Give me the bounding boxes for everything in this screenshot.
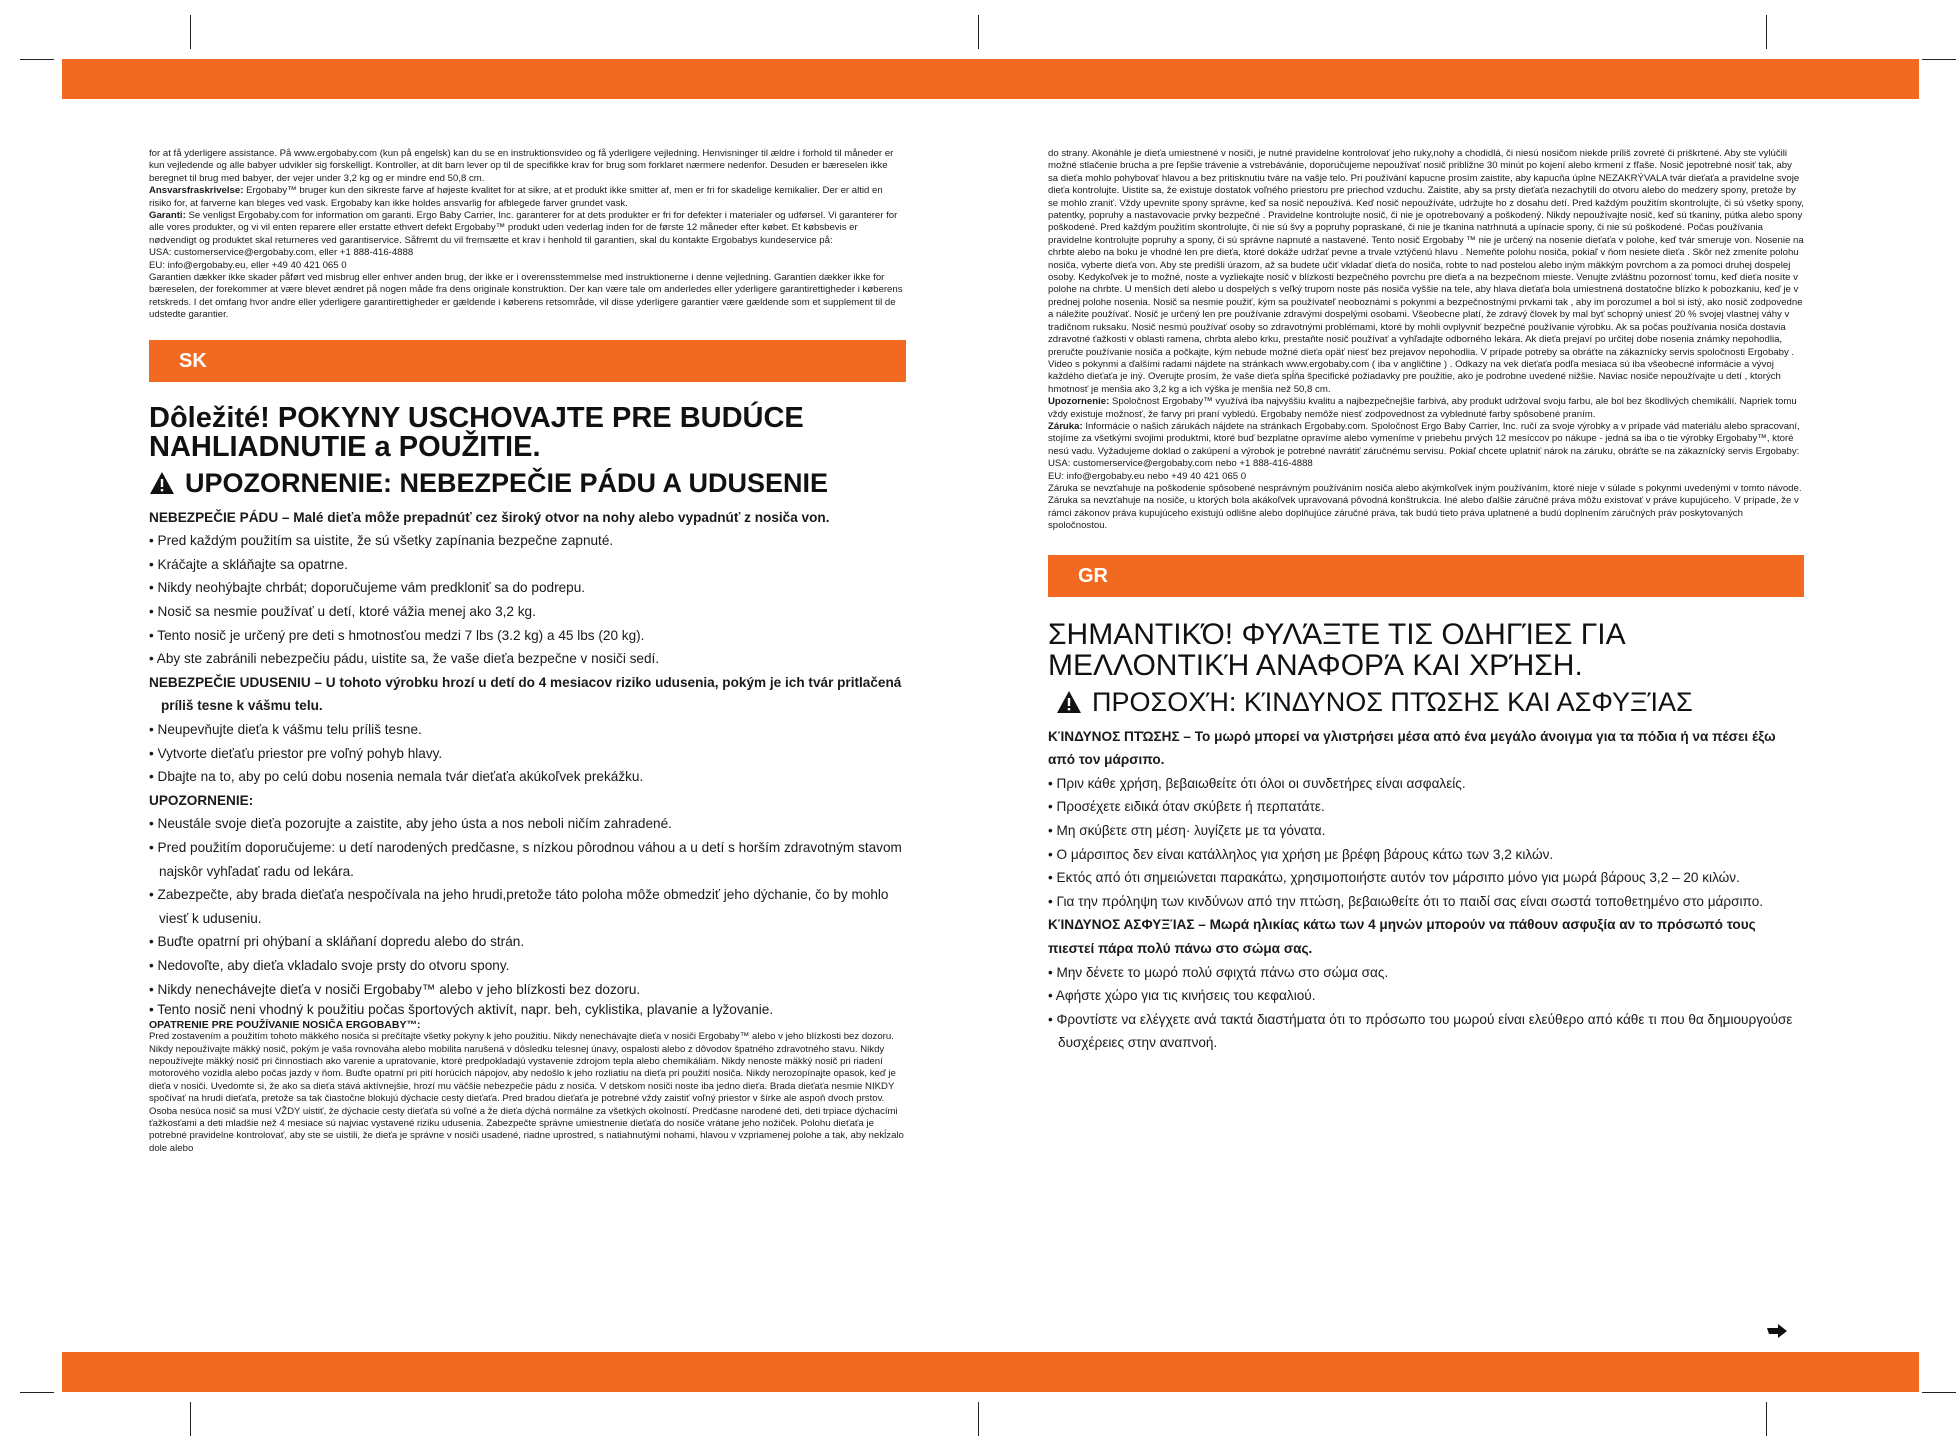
list-item: • Nosič sa nesmie používať u detí, ktoré vážia menej ako 3,2 kg.: [149, 604, 536, 620]
sk-suffocation-heading: NEBEZPEČIE UDUSENIU – U tohoto výrobku hrozí u detí do 4 mesiacov riziko udusenia, pokým je ich tvár pritlačená príliš tesne k vášmu telu.: [149, 674, 902, 714]
crop-mark: [20, 59, 54, 60]
arrow-right-icon: [1766, 1324, 1788, 1338]
list-item: • Για την πρόληψη των κινδύνων από την πτώση, βεβαιωθείτε ότι το παιδί σας είναι σωστά τοποθετημένο στο μάρσιπο.: [1048, 893, 1764, 909]
list-item: • Neupevňujte dieťa k vášmu telu príliš tesne.: [149, 722, 422, 738]
list-item: • Nikdy neohýbajte chrbát; doporučujeme vám predkloniť sa do podrepu.: [149, 580, 586, 596]
list-item: • Pred použitím doporučujeme: u detí narodených predčasne, s nízkou pôrodnou váhou a u detí s horším zdravotným stavom najskôr vyhľadať radu od lekára.: [149, 840, 902, 879]
sk-measures-text: Pred zostavením a použitím tohoto mäkkého nosiča si prečítajte všetky pokyny k jeho použitiu. Nikdy nenechávajte dieťa v nosiči Ergobaby™ alebo v jeho blízkosti bez dozoru. Nikdy nepoužívajte mäkký nosič, pokým je vaša rovnováha alebo mobilita narušená v dôsledku telesnej únavy, ospalosti alebo z dôvodov špatného zdravotného stavu. Nikdy nepoužívejte mäkký nosič pri činnostiach ako varenie a upratovanie, ktoré predpokladajú vystavenie zdrojom tepla alebo chemikáliám. Nikdy nenoste mäkký nosič pri riadení motorového vozidla alebo počas jazdy v ňom. Buďte opatrní pri pití horúcich nápojov, aby nedošlo k jeho rozliatiu na dieťa pri použití nosiča. Nikdy nerozopínajte opasok, keď je dieťa v nosiči. Uvedomte si, že ako sa dieťa stává aktívnejšie, hrozí mu väčšie nebezpečie pádu z nosiča. V detskom nosiči noste iba jedno dieťa. Brada dieťaťa nesmie NIKDY spočívať na hrudi dieťaťa, pretože sa tak čiastočne blokujú dýchacie cesty dieťaťa. Pred bradou dieťaťa je potrebné vždy zaistiť voľný priestor v šírke ale aspoň dvoch prstov. Osoba nesúca nosič sa musí VŽDY uistiť, že dýchacie cesty dieťaťa sú voľné a že dieťa dýchá normálne za všetkých okolností. Predčasne narodené deti, deti trpiace dýchacími ťažkosťami a deti mladšie než 4 mesiace sú najviac vystavené riziku udusenia. Zabezpečte správne umiestnenie dieťaťa do nosiče vrátane jeho nožiček. Polohu dieťaťa je potrebné pravidelne kontrolovať, aby ste se uistili, že dieťa je správne v nosiči usadené, riadne uprostred, s natiahnutými nohami, hlavou v vzpriamenej polohe a tak, aby nekĺzalo dole alebo: [149, 1031, 904, 1154]
list-item: • Zabezpečte, aby brada dieťaťa nespočívala na jeho hrudi,pretože táto poloha môže obmedziť jeho dýchanie, čo by mohlo viesť k uduseniu.: [149, 887, 889, 926]
sk-title: Dôležité! POKYNY USCHOVAJTE PRE BUDÚCE NAHLIADNUTIE a POUŽITIE.: [149, 401, 804, 463]
crop-mark: [190, 1402, 191, 1436]
list-item: • Neustále svoje dieťa pozorujte a zaistite, aby jeho ústa a nos neboli ničím zahradené.: [149, 816, 672, 832]
list-item: • Vytvorte dieťaťu priestor pre voľný pohyb hlavy.: [149, 745, 443, 761]
gr-fall-heading: ΚΊΝΔΥΝΟΣ ΠΤΏΣΗΣ – Το μωρό μπορεί να γλιστρήσει μέσα από ένα μεγάλο άνοιγμα για τα πόδια ή να πέσει έξω από τον μάρσιπο.: [1048, 728, 1776, 768]
list-item: • Tento nosič je určený pre deti s hmotnosťou medzi 7 lbs (3.2 kg) a 45 lbs (20 kg).: [149, 627, 645, 643]
list-item: • Μη σκύβετε στη μέση· λυγίζετε με τα γόνατα.: [1048, 822, 1326, 838]
list-item: • Πριν κάθε χρήση, βεβαιωθείτε ότι όλοι οι συνδετήρες είναι ασφαλείς.: [1048, 775, 1466, 791]
crop-mark: [1922, 1392, 1956, 1393]
gr-title: ΣΗΜΑΝΤΙΚΌ! ΦΥΛΆΞΤΕ ΤΙΣ ΟΔΗΓΊΕΣ ΓΙΑ ΜΕΛΛΟΝΤΙΚΉ ΑΝΑΦΟΡΆ ΚΑΙ ΧΡΉΣΗ.: [1048, 617, 1624, 682]
list-item: • Εκτός από ότι σημειώνεται παρακάτω, χρησιμοποιήστε αυτόν τον μάρσιπο μόνο για μωρά βάρους 3,2 – 20 κιλών.: [1048, 870, 1740, 886]
sk-warning-subheading: UPOZORNENIE:: [149, 792, 254, 808]
sk-eu-contact: EU: info@ergobaby.eu nebo +49 40 421 065 0: [1048, 470, 1247, 482]
sk-warranty-final: Záruka se nevzťahuje na poškodenie spôsobené nesprávným používáním nosiča alebo akýmkoľvek iným používáním, ktoré nieje v súlade s pokynmi uvedenými v tomto návode. Záruka sa nevzťahuje na nosiče, u ktorých bola akákoľvek upravovaná pôvodná konštrukcia. Iné alebo ďalšie záručné práva môžu existovať v práve kupujúceho. V prípade, že v rámci zákonov práva kupujúceho existujú odlišne alebo doplňujúce záručné práva, tak budú tieto práva uplatnené a budú doplnením záručných práv poskytovaných spoločnostou.: [1048, 482, 1802, 532]
gr-suffocation-heading: ΚΊΝΔΥΝΟΣ ΑΣΦΥΞΊΑΣ – Μωρά ηλικίας κάτω των 4 μηνών μπορούν να πάθουν ασφυξία αν το πρόσωπό τους πιεστεί πάρα πολύ πάνω στο σώμα σας.: [1048, 917, 1756, 956]
dk-usa-contact: USA: customerservice@ergobaby.com, eller +1 888-416-4888: [149, 247, 414, 259]
crop-mark: [1766, 1402, 1767, 1436]
warning-triangle-icon: [149, 471, 175, 495]
list-item: • Ο μάρσιπος δεν είναι κατάλληλος για χρήση με βρέφη βάρους κάτω των 3,2 κιλών.: [1048, 846, 1554, 862]
list-item: • Μην δένετε το μωρό πολύ σφιχτά πάνω στο σώμα σας.: [1048, 964, 1389, 980]
dk-liability: Ansvarsfraskrivelse: Ergobaby™ bruger kun den sikreste farve af højeste kvalitet for at sikre, at et produkt ikke smitter af, men er fri for skadelige kemikalier. Der er altid en risiko for, at farverne kan bleges ved vask. Ergobaby kan ikke holdes ansvarlig for afblegede farver grundet vask.: [149, 185, 883, 209]
sk-warning-heading: UPOZORNENIE: NEBEZPEČIE PÁDU A UDUSENIE: [149, 468, 906, 498]
warning-triangle-icon: [1056, 690, 1082, 714]
footer-band: [62, 1352, 1919, 1392]
list-item: • Tento nosič neni vhodný k použitiu počas športových aktivít, napr. beh, cyklistika, plavanie a lyžovanie.: [149, 1002, 774, 1018]
dk-eu-contact: EU: info@ergobaby.eu, eller +49 40 421 065 0: [149, 259, 347, 271]
crop-mark: [1766, 15, 1767, 49]
list-item: • Nedovoľte, aby dieťa vkladalo svoje prsty do otvoru spony.: [149, 957, 510, 973]
dk-intro: for at få yderligere assistance. På www.ergobaby.com (kun på engelsk) kan du se en instruktionsvideo og få yderligere vejledning. Henvisninger til ældre i forhold til måneder er kun vejledende og alle babyer udvikler sig forskelligt. Kontroller, at dit barn lever op til de specifikke krav for brug som forklaret nærmere nedenfor. Desuden er bæreselen ikke beregnet til brug med babyer, der vejer under 3,2 kg og er mindre end 50,8 cm.: [149, 148, 894, 184]
right-column: [1048, 148, 1804, 1055]
list-item: • Buďte opatrní pri ohýbaní a skláňaní dopredu alebo do strán.: [149, 934, 525, 950]
header-band: [62, 59, 1919, 99]
sk-measures-heading: OPATRENIE PRE POUŽÍVANIE NOSIČA ERGOBABY™:: [149, 1019, 421, 1032]
crop-mark: [978, 15, 979, 49]
list-item: • Aby ste zabránili nebezpečiu pádu, uistite sa, že vaše dieťa bezpečne v nosiči sedí.: [149, 651, 660, 667]
crop-mark: [20, 1392, 54, 1393]
dk-warranty-final: Garantien dækker ikke skader påført ved misbrug eller enhver anden brug, der ikke er i overensstemmelse med instruktionerne i denne vejledning. Garantien dækker ikke for bæreselen, der forekommer at være blevet ændret på nogen måde fra dens originale konstruktion. Der kan være tale om anderledes eller yderligere garantirettigheder i køberens retskreds. I det omfang hvor andre eller yderligere garantirettigheder er gældende i køberens retsområde, vil disse yderligere garantier være gældende som et supplement til de udstedte garantier.: [149, 272, 903, 321]
lang-section-sk: SK: [149, 340, 906, 382]
crop-mark: [190, 15, 191, 49]
list-item: • Pred každým použitím sa uistite, že sú všetky zapínania bezpečne zapnuté.: [149, 533, 614, 549]
crop-mark: [1922, 59, 1956, 60]
lang-section-gr: GR: [1048, 555, 1804, 597]
list-item: • Nikdy nenechávejte dieťa v nosiči Ergobaby™ alebo v jeho blízkosti bez dozoru.: [149, 981, 641, 997]
crop-mark: [978, 1402, 979, 1436]
list-item: • Φροντίστε να ελέγχετε ανά τακτά διαστήματα ότι το πρόσωπο του μωρού είναι ελεύθερο από κάθε τι που θα δημιουργούσε δυσχέρειες στην αναπνοή.: [1048, 1011, 1793, 1051]
list-item: • Προσέχετε ειδικά όταν σκύβετε ή περπατάτε.: [1048, 799, 1325, 815]
sk-fall-heading: NEBEZPEČIE PÁDU – Malé dieťa môže prepadnúť cez široký otvor na nohy alebo vypadnúť z nosiča von.: [149, 509, 830, 525]
list-item: • Dbajte na to, aby po celú dobu nosenia nemala tvár dieťaťa akúkoľvek prekážku.: [149, 769, 644, 785]
left-column: [149, 148, 906, 1155]
dk-warranty: Garanti: Se venligst Ergobaby.com for information om garanti. Ergo Baby Carrier, Inc. garanterer for at dets produkter er fri for defekter i materialer og udførsel. Vi garanterer for alle vores produkter, og vi vil enten reparere eller erstatte ethvert defekt Ergobaby™ produkt uden vederlag inden for de første 12 måneder efter købet. Et købsbevis er nødvendigt og produktet skal returneres ved garantiservice. Såfremt du vil fremsætte et krav i henhold til garantien, skal du kontakte Ergobabys kundeservice på:: [149, 210, 898, 246]
sk-warranty: Záruka: Informácie o našich zárukách nájdete na stránkach Ergobaby.com. Spoločnost Ergo Baby Carrier, Inc. ručí za svoje výrobky a v prípade vád materiálu alebo spracovaní, stojíme za všetkými svojimi produktmi, ktoré buď bezplatne opravíme alebo vymeníme v priebehu prvých 12 mesíccov po nákupe - jedná sa iba o tie výrobky Ergobaby™, ktoré nesú vadu. Vyžadujeme doklad o zakúpení a výrobok je potrebné navrátiť záručnému servisu. Pokiaľ chcete uplatniť nárok na záruku, obráťte se na zákaznícký servis Ergobaby:: [1048, 420, 1800, 457]
sk-continued-text: do strany. Akonáhle je dieťa umiestnené v nosiči, je nutné pravidelne kontrolovať jeho ruky,nohy a chodidlá, či niesú nosičom niekde príliš zovreté či priškrtené. Aby ste vylúčili možné stlačenie brucha a pre ľepšie trávenie a vstrebávánie, doporučujeme nepoužívať nosič približne 30 minút po kojení alebo krmení z fľaše. Nosič jepotrebné nosiť tak, aby sa dieťa mohlo pohybovať hlavou a bez pritisknutiu tváre na vašje telo. Pri používání kapucne prosím zaistite, aby kapucňa úplne NEZAKRÝVALA tvár dieťaťa a pravidelne svoje dieťa kontrolujte. Uistite sa, že existuje dostatok voľného priestoru pre priechod vzduchu. Zaistite, aby sa prsty dieťaťa nezachytili do otvoru alebo do medzery spony, pretože by se mohlo zraniť. Vždy upevnite spony správne, keď sa nosič nepoužívá. Keď nosič nepoužíváte, udržujte ho z dosahu detí. Pred každým použitím skontrolujte, či sú všetky spony, patentky, popruhy a nastavovacie prvky bezpečné . Pravidelne kontrolujte nosič, či nie je opotrebovaný a poškodený. Nikdy nepoužívajte nosič, keď sú tkaniny, pútka alebo spony poškodené. Pred každým použitím skontrolujte, či nie sú švy a popruhy popraskané, či nie je tkanina natrhnutá a upínacie spony, či nie sú poškodené. Počas používania pravidelne kontrolujte popruhy a spony, či sú správne napnuté a nastavené. Tento nosič Ergobaby ™ nie je určený na nosenie dieťaťa v polohe, keď tvár smeruje von. Nosenie na chrbte alebo na boku je vhodné len pre dieťa, ktoré dokáže udržať pevne a trvale vztýčenú hlavu . Nemeňte polohu nosiča, pokiaľ v ňom nesiete dieťa . Skôr než zmeníte polohu nosiča, vyberte dieťa von. Aby ste predišli úrazom, až sa budete učiť vkladať dieťa do nosiča, robte to nad postelou alebo iným mäkkým povrchom a za pomoci druhej dospelej osoby. Kedykoľvek je to možné, noste a vyzliekajte nosič v blízkosti bezpečného povrchu pre dieťa a na bezpečnom mieste. Venujte zvláštnu pozornosť tomu, keď dieťa nosíte v polohe na chrbte. U menších detí alebo u dospelých s veľký trupom noste pás nosiča vyššie na tele, aby hlava dieťaťa bola umiestnená dostatočne blízko k pobozkaniu, keď je v prednej polohe nosenia. Nosič sa nesmie použiť, kým sa používateľ neoboznámi s pokynmi a bezpečnostnými prvkami tak , aby im porozumel a bol si istý, ako nosič zodpovedne a náležite používať. Nosič je určený len pre používanie zdravými dospelými osobami. Všeobecne platí, že zdravý človek by mal byť schopný uniesť 20 % svojej vlastnej váhy v tradičnom ruksaku. Nosič nesmú používať osoby so zdravotnými problémami, ktoré by mohli ovplyvniť bezpečné používanie výrobku. Ak sa počas používania nosiča dostavia zdravotné ťažkosti v oblasti ramena, chrbta alebo krku, prestaňte nosič používať a vyhľadajte odborného lekára. Ak dieťa prejaví po určitej dobe nosenia známky nepohodlia, preručte používanie nosiča a počkajte, kým nebude možné dieťa opäť niesť bez prejavov nepohodlia. V prípade potreby sa obráťte na zákaznícky servis spoločnosti Ergobaby . Video s pokynmi a ďalšími radami nájdete na stránkach www.ergobaby.com ( iba v angličtine ) . Odkazy na vek dieťaťa podľa mesiaca sú iba všeobecné informácie a vývoj každého dieťaťa je iný. Overujte prosím, že vaše dieťa spĺňa špecifické požiadavky pre použitie, ako je podrobne uvedené nižšie. Naviac nosiče nepoužívajte u detí , ktorých hmotnosť je menšia ako 3,2 kg a ich výška je menšia než 50,8 cm.: [1048, 148, 1804, 395]
sk-liability: Upozornenie: Spoločnost Ergobaby™ využívá iba najvyššiu kvalitu a najbezpečnejšie farbivá, aby produkt udržoval svoju farbu, ale bol bez škodlivých chemikálií. Napriek tomu vždy existuje možnosť, že farvy pri praní vybledú. Ergobaby nemôže niesť zodpovednost za vyblednuté farby spôsobené praním.: [1048, 396, 1797, 420]
list-item: • Kráčajte a skláňajte sa opatrne.: [149, 556, 348, 572]
sk-usa-contact: USA: customerservice@ergobaby.com nebo +1 888-416-4888: [1048, 458, 1313, 470]
gr-warning-heading: ΠΡΟΣΟΧΉ: ΚΊΝΔΥΝΟΣ ΠΤΏΣΗΣ ΚΑΙ ΑΣΦΥΞΊΑΣ: [1048, 687, 1804, 717]
list-item: • Αφήστε χώρο για τις κινήσεις του κεφαλιού.: [1048, 988, 1316, 1004]
